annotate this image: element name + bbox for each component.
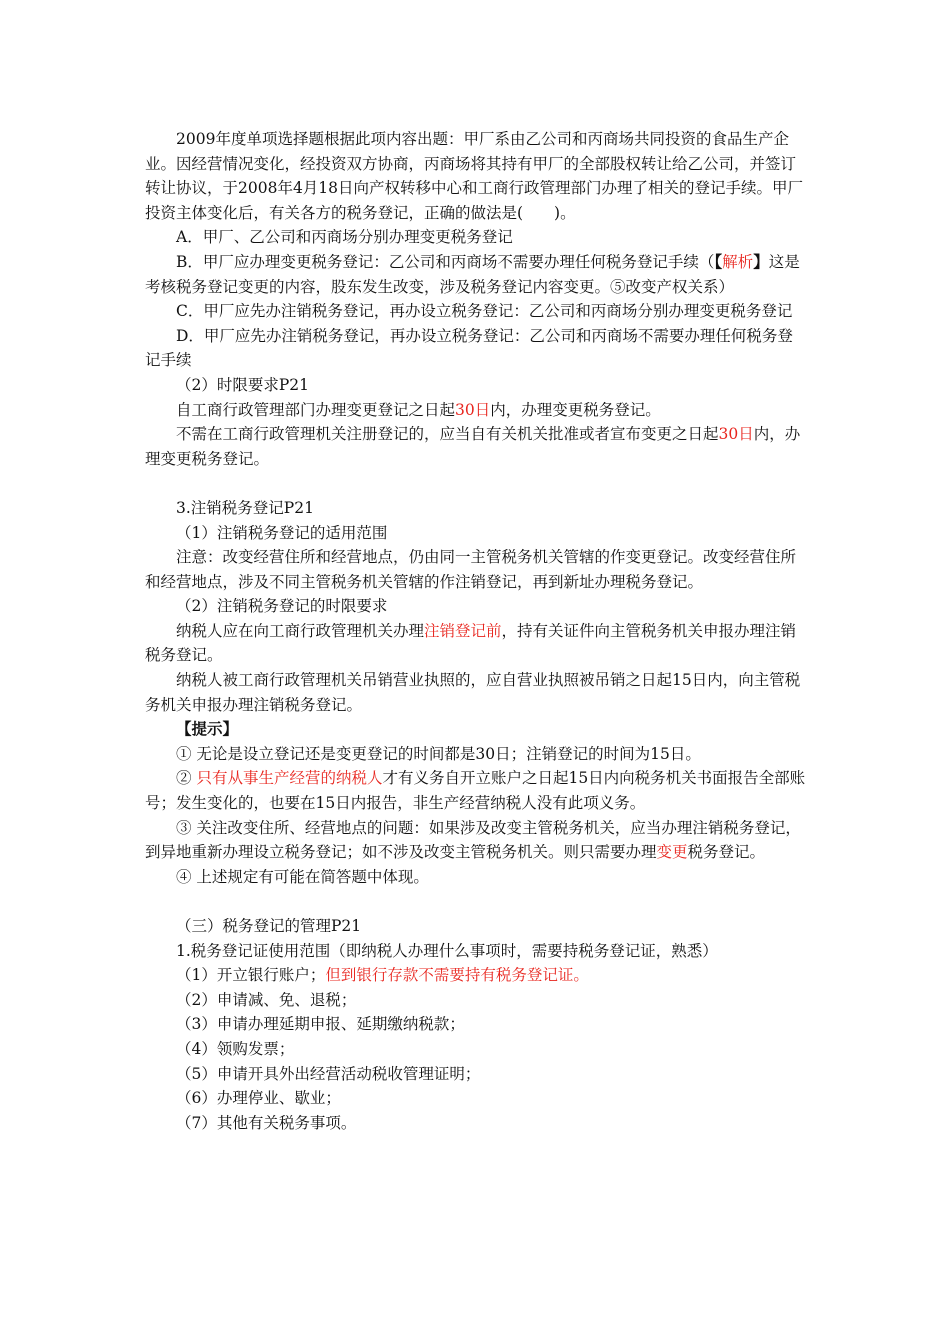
spacer [145, 889, 807, 914]
time-heading: （2）时限要求P21 [176, 375, 310, 394]
section3-sub1: （1）注销税务登记的适用范围 [176, 523, 388, 542]
time-p2-text: 不需在工商行政管理机关注册登记的，应当自有关机关批准或者宣布变更之日起 [176, 425, 719, 444]
option-b-text: B．甲厂应办理变更税务登记：乙公司和丙商场不需要办理任何税务登记手续（ [176, 252, 715, 271]
option-b [145, 250, 807, 299]
time-p1-text: 自工商行政管理部门办理变更登记之日起 [176, 400, 456, 419]
tip-4: ④ 上述规定有可能在简答题中体现。 [176, 867, 429, 886]
section3-sub2: （2）注销税务登记的时限要求 [176, 597, 388, 616]
list-item-text: （3）申请办理延期申报、延期缴纳税款； [176, 1015, 465, 1034]
bracket-open: 【 [714, 251, 723, 271]
time-p2-highlight: 30日 [718, 425, 754, 444]
list-item [145, 1111, 807, 1136]
section3-paragraph-1 [145, 619, 807, 668]
tip-heading: 【提示】 [176, 719, 239, 739]
tip-2-text: 才有义务自开立账户之日起15日内向税务机关书面报告全部账号；发生变化的，也要在15日内报告，非生产经营纳税人没有此项义务。 [145, 769, 806, 813]
list-item-text: （4）领购发票； [176, 1039, 295, 1058]
section3-heading: 3.注销税务登记P21 [176, 498, 314, 517]
section3-note: 注意：改变经营住所和经营地点，仍由同一主管税务机关管辖的作变更登记。改变经营住所和经营地点，涉及不同主管税务机关管辖的作注销登记，再到新址办理税务登记。 [145, 548, 797, 591]
analysis-label: 解析 [722, 252, 754, 271]
list-item-text: （7）其他有关税务事项。 [176, 1113, 357, 1132]
tip-3-tail: 税务登记。 [687, 843, 766, 862]
tip-2-highlight: 只有从事生产经营的纳税人 [196, 769, 383, 788]
list-item [145, 1037, 807, 1062]
management-sub1: 1.税务登记证使用范围（即纳税人办理什么事项时，需要持税务登记证，熟悉） [176, 941, 718, 960]
option-c: C．甲厂应先办注销税务登记，再办设立税务登记：乙公司和丙商场分别办理变更税务登记 [176, 302, 793, 321]
list-item-text: （1）开立银行账户； [176, 966, 326, 985]
list-item-text: （2）申请减、免、退税； [176, 990, 357, 1009]
s3-p1-tail: ，持有关证件向主管税务机关申报办理注销税务登记。 [145, 621, 797, 665]
tip-2-marker: ② [176, 769, 197, 788]
time-paragraph-1 [145, 398, 807, 423]
bracket-close: 】 [753, 251, 769, 271]
list-item [145, 1062, 807, 1087]
list-item [145, 1012, 807, 1037]
list-item [145, 1086, 807, 1111]
list-item-text: （6）办理停业、歇业； [176, 1089, 341, 1108]
section3-paragraph-2: 纳税人被工商行政管理机关吊销营业执照的，应自营业执照被吊销之日起15日内，向主管税务机关申报办理注销税务登记。 [145, 671, 801, 714]
tip-2 [145, 766, 807, 815]
tip-3-text: ③ 关注改变住所、经营地点的问题：如果涉及改变主管税务机关，应当办理注销税务登记，到异地重新办理设立税务登记；如不涉及改变主管税务机关。则只需要办理 [145, 818, 801, 862]
list-item-highlight: 但到银行存款不需要持有税务登记证。 [325, 966, 589, 985]
list-item [145, 963, 807, 988]
document-page [145, 127, 807, 1135]
s3-p1-text: 纳税人应在向工商行政管理机关办理 [176, 621, 425, 640]
time-p1-tail: 内，办理变更税务登记。 [490, 400, 661, 419]
time-paragraph-2 [145, 422, 807, 471]
tip-3-highlight: 变更 [656, 843, 688, 862]
tip-3 [145, 816, 807, 865]
list-item-text: （5）申请开具外出经营活动税收管理证明； [176, 1064, 481, 1083]
list-item [145, 988, 807, 1013]
s3-p1-highlight: 注销登记前 [424, 621, 502, 640]
time-p1-highlight: 30日 [455, 400, 491, 419]
tip-1: ① 无论是设立登记还是变更登记的时间都是30日；注销登记的时间为15日。 [176, 744, 701, 763]
option-b-analysis: 这是考核税务登记变更的内容，股东发生改变，涉及税务登记内容变更。⑤改变产权关系） [145, 252, 800, 296]
time-p2-tail: 内，办理变更税务登记。 [145, 425, 801, 468]
spacer [145, 471, 807, 496]
option-a: A．甲厂、乙公司和丙商场分别办理变更税务登记 [176, 228, 513, 247]
management-heading: （三）税务登记的管理P21 [176, 917, 362, 935]
question-intro: 2009年度单项选择题根据此项内容出题：甲厂系由乙公司和丙商场共同投资的食品生产企业。因经营情况变化，经投资双方协商，丙商场将其持有甲厂的全部股权转让给乙公司，并签订转让协议，于2008年4月18日向产权转移中心和工商行政管理部门办理了相关的登记手续。甲厂投资主体变化后，有关各方的税务登记，正确的做法是( )。 [145, 130, 804, 222]
option-d: D．甲厂应先办注销税务登记，再办设立税务登记：乙公司和丙商场不需要办理任何税务登记手续 [145, 326, 793, 370]
